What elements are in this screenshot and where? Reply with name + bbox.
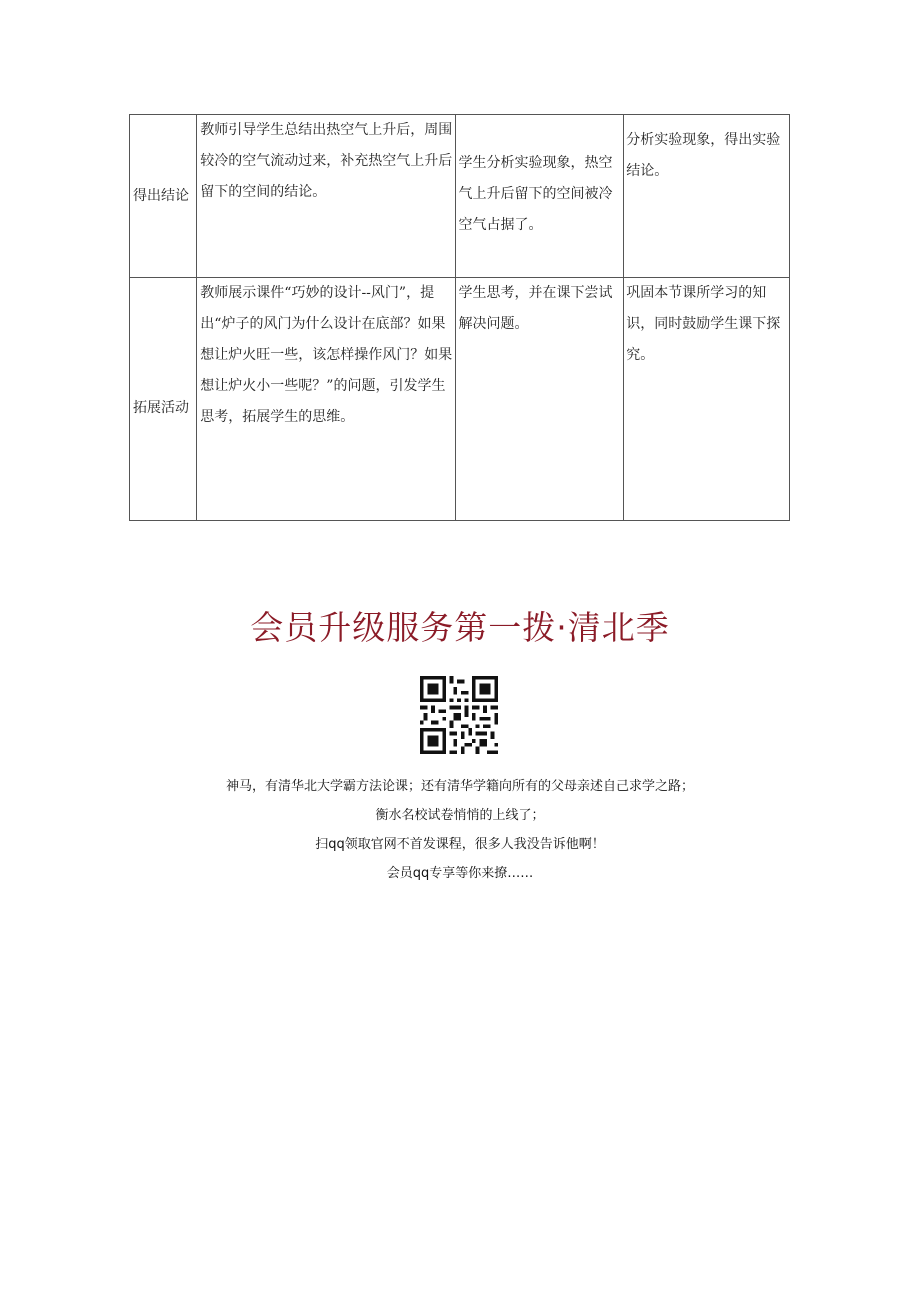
student-activity-text: 学生分析实验现象，热空气上升后留下的空间被冷空气占据了。 — [458, 155, 613, 233]
promo-line: 扫qq领取官网不首发课程，很多人我没告诉他啊！ — [315, 837, 605, 852]
qr-code-icon[interactable] — [420, 676, 498, 754]
promo-line: 神马，有清华北大学霸方法论课；还有清华学籍向所有的父母亲述自己求学之路； — [225, 779, 694, 794]
design-intent-cell — [624, 115, 790, 278]
teacher-activity-text: 教师引导学生总结出热空气上升后，周围较冷的空气流动过来，补充热空气上升后留下的空间的结论。 — [200, 122, 453, 200]
stage-label: 得出结论 — [133, 187, 189, 204]
teacher-activity-text: 教师展示课件“巧妙的设计--风门”，提出“炉子的风门为什么设计在底部？如果想让炉火旺一些，该怎样操作风门？如果想让炉火小一些呢？”的问题，引发学生思考，拓展学生的思维。 — [200, 285, 453, 425]
design-intent-text: 巩固本节课所学习的知识，同时鼓励学生课下探究。 — [626, 285, 781, 363]
stage-cell — [130, 278, 197, 521]
promo-line: 衡水名校试卷悄悄的上线了； — [375, 808, 545, 823]
teacher-activity-cell — [197, 115, 456, 278]
student-activity-cell — [456, 278, 624, 521]
table-row — [130, 278, 790, 521]
lesson-plan-table — [129, 114, 790, 521]
stage-cell — [130, 115, 197, 278]
promo-text-block — [0, 772, 920, 888]
promo-line: 会员qq专享等你来撩…… — [386, 866, 534, 881]
stage-label: 拓展活动 — [133, 399, 189, 416]
teacher-activity-cell — [197, 278, 456, 521]
student-activity-cell — [456, 115, 624, 278]
student-activity-text: 学生思考，并在课下尝试解决问题。 — [458, 285, 613, 332]
design-intent-text: 分析实验现象，得出实验结论。 — [626, 132, 781, 179]
promo-title: 会员升级服务第一拨·清北季 — [250, 608, 670, 647]
table-row — [130, 115, 790, 278]
design-intent-cell — [624, 278, 790, 521]
